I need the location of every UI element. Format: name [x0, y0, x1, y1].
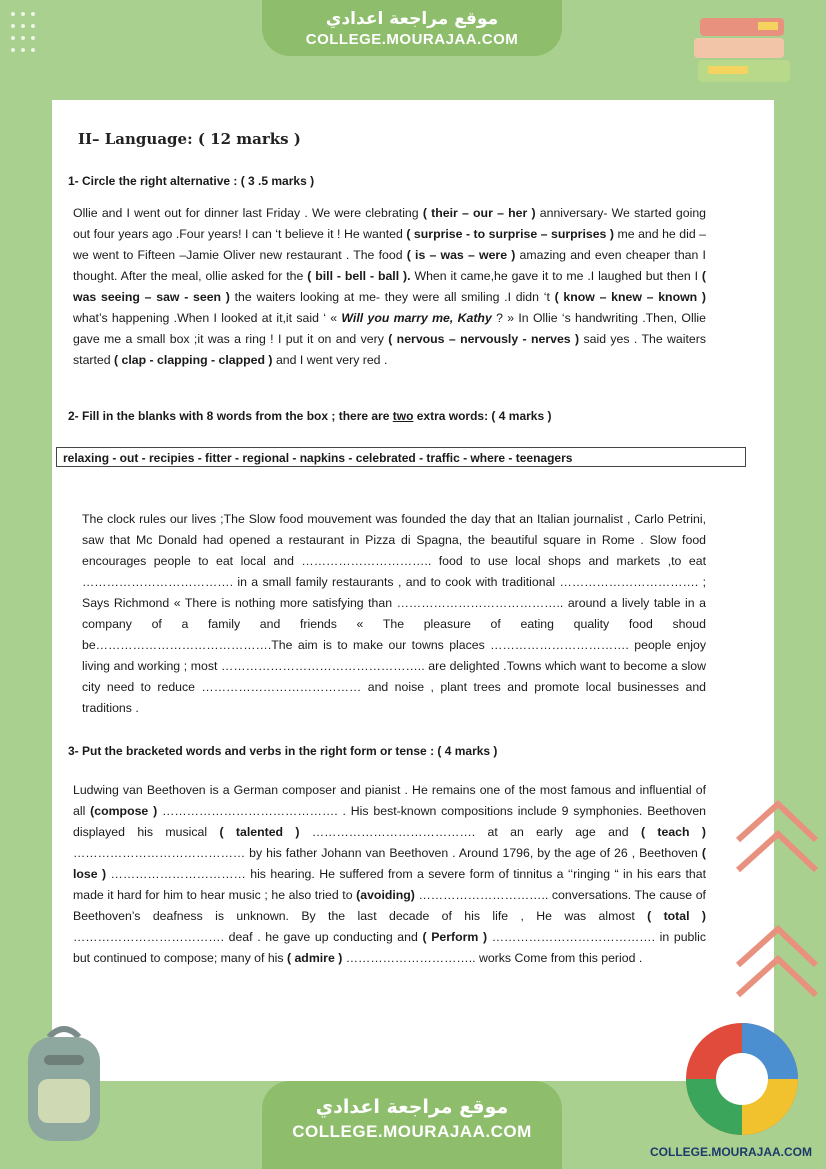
option-group[interactable]: ( teach ) — [640, 825, 706, 839]
q1-paragraph — [73, 203, 706, 371]
word-box: relaxing - out - recipies - fitter - regional - napkins - celebrated - traffic - where - teenagers — [56, 447, 746, 467]
text-run: …………………………… his hearing. He suffered from a severe form of tinnitus a ‘‘ringing “ in his ears that made it hard for him to hear music ; he also tried to — [73, 867, 706, 902]
text-run: …………………………………… by his father Johann van Beethoven . Around 1796, by the age of 26 , Beethoven — [73, 846, 702, 860]
text-run: ………………………….. works Come from this period . — [342, 951, 643, 965]
q2-title-underlined: two — [392, 409, 414, 423]
text-run: When it came,he gave it to me .I laughed but then I — [410, 269, 702, 283]
text-run: ………………………………. deaf . he gave up conducting and — [73, 930, 423, 944]
text-run: said yes . The waiters started — [73, 332, 706, 367]
q1-title: 1- Circle the right alternative : ( 3 .5 marks ) — [68, 174, 315, 188]
option-group[interactable]: ( Perform ) — [422, 930, 488, 944]
text-run: ………………………….. conversations. The cause of Beethoven’s deafness is unknown. By the last decade of his life , He was almost — [73, 888, 706, 923]
q3-paragraph — [73, 780, 706, 969]
option-group[interactable]: ( clap - clapping - clapped ) — [114, 353, 273, 367]
option-group[interactable]: Will you marry me, Kathy — [341, 311, 492, 325]
text-run: the waiters looking at me- they were all smiling .I didn ‘t — [229, 290, 555, 304]
option-group[interactable]: ( talented ) — [219, 825, 300, 839]
header-arabic-title: موقع مراجعة اعدادي — [325, 9, 499, 29]
q2-title — [68, 409, 551, 423]
section-title: II– Language: ( 12 marks ) — [78, 130, 301, 148]
footer-brand-link[interactable]: COLLEGE.MOURAJAA.COM — [650, 1145, 812, 1159]
text-run: Ollie and I went out for dinner last Friday . We were clebrating — [73, 206, 423, 220]
footer-arabic-title: موقع مراجعة اعدادي — [315, 1096, 509, 1118]
text-run: …………………………………. at an early age and — [299, 825, 641, 839]
text-run: me and he did –we went to Fifteen –Jamie Oliver new restaurant . The food — [73, 227, 707, 262]
text-run: and I went very red . — [272, 353, 388, 367]
option-group[interactable]: (compose ) — [90, 804, 158, 818]
header-site-link[interactable]: COLLEGE.MOURAJAA.COM — [305, 31, 519, 48]
backpack-icon — [14, 1019, 114, 1149]
option-group[interactable]: ( admire ) — [286, 951, 343, 965]
books-icon — [688, 12, 798, 92]
text-run: amazing and even cheaper than I thought. After the meal, ollie asked for the — [73, 248, 706, 283]
option-group[interactable]: ( their – our – her ) — [422, 206, 536, 220]
q2-title-pre: 2- Fill in the blanks with 8 words from the box ; there are — [68, 409, 393, 423]
text-run: …………………………………. in public but continued to compose; many of his — [73, 930, 706, 965]
option-group[interactable]: ( lose ) — [73, 846, 706, 881]
text-run: anniversary- We started going out four years ago .Four years! I can ‘t believe it ! He wanted — [73, 206, 706, 241]
text-run: what’s happening .When I looked at it,it said ‘ « — [73, 311, 342, 325]
option-group[interactable]: ( is – was – were ) — [406, 248, 516, 262]
dots-decoration — [8, 8, 38, 68]
subjects-wheel-icon — [682, 1019, 802, 1139]
option-group[interactable]: ( know – knew – known ) — [554, 290, 706, 304]
text-run: Ludwing van Beethoven is a German composer and pianist . He remains one of the most famous and influential of all — [73, 783, 706, 818]
option-group[interactable]: (avoiding) — [356, 888, 415, 902]
text-run: ……………………………………. . His best-known compositions include 9 symphonies. Beethoven displayed his musical — [73, 804, 706, 839]
option-group[interactable]: ( bill - bell - ball ). — [307, 269, 411, 283]
option-group[interactable]: ( nervous – nervously - nerves ) — [388, 332, 580, 346]
header-banner — [262, 0, 562, 56]
left-frame-band — [0, 0, 52, 1169]
q3-title: 3- Put the bracketed words and verbs in the right form or tense : ( 4 marks ) — [68, 744, 498, 758]
q2-title-post: extra words: ( 4 marks ) — [413, 409, 552, 423]
option-group[interactable]: ( surprise - to surprise – surprises ) — [406, 227, 614, 241]
q2-paragraph: The clock rules our lives ;The Slow food mouvement was founded the day that an Italian journalist , Carlo Petrini, saw that Mc Donald had opened a restaurant in Pizza di Spagna, the beautiful square in Rome . Slow food encourages people to eat local and ………………………….. food to use local shops and markets ,to eat ………………………………. in a small family restaurants , and to cook with traditional ……………………………. ; Says Richmond « There is nothing more satisfying than ………………………………….. around a lively table in a company of a family and friends « The pleasure of eating quality food shoud be…………………………………….The aim is to make our towns places ……………………………. people enjoy living and working ; most ………………………………………….. are delighted .Towns which want to become a slow city need to reduce ………………………………… and noise , plant trees and promote local businesses and traditions . — [82, 512, 706, 715]
footer-banner — [262, 1081, 562, 1169]
option-group[interactable]: ( was seeing – saw - seen ) — [73, 269, 706, 304]
text-run: ? » In Ollie ‘s handwriting .Then, Ollie gave me a small box ;it was a ring ! I put it on and very — [73, 311, 706, 346]
footer-site-link[interactable]: COLLEGE.MOURAJAA.COM — [292, 1122, 532, 1141]
option-group[interactable]: ( total ) — [647, 909, 706, 923]
